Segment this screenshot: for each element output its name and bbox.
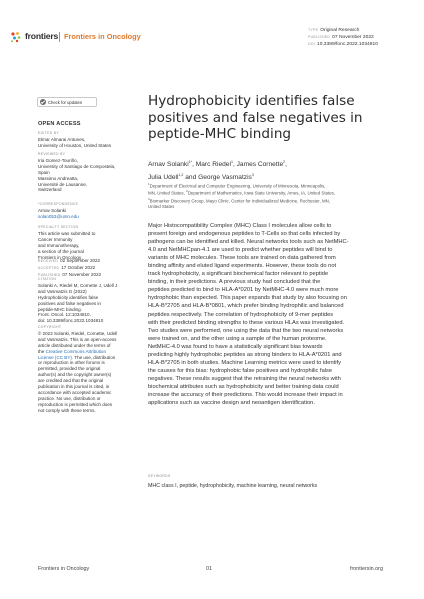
author: Marc Riedel <box>195 161 231 169</box>
check-for-updates-label: Check for updates <box>48 99 82 105</box>
author-list: Arnav Solanki$^{1*}$, Marc Riedel$^1$, James Cornette$^2$, Julia Udell$^{1,2}$ and George Vasmatzis$^3$ <box>148 160 288 182</box>
dates-block: RECEIVED 02 September 2022 ACCEPTED 17 October 2022 PUBLISHED 07 November 2022 <box>38 258 102 277</box>
header-divider <box>59 32 60 42</box>
frontiers-logo-icon <box>10 31 22 43</box>
open-access-label: OPEN ACCESS <box>38 121 81 127</box>
published-date: PUBLISHED 07 November 2022 <box>308 35 374 40</box>
article-type: TYPE Original Research <box>308 28 360 33</box>
brand-name: frontiers <box>25 31 59 41</box>
correspondence: *CORRESPONDENCE Arnav Solanki solan053@umn.edu <box>38 202 130 220</box>
edited-by: EDITED BY Elmar Almarai Antunes, University of Houston, United States <box>38 131 112 148</box>
check-for-updates-button[interactable] <box>37 97 97 107</box>
article-title: Hydrophobicity identifies false positives and false negatives in peptide-MHC binding <box>148 93 363 143</box>
copyright: COPYRIGHT © 2022 Solanki, Riedel, Cornette, Udell and Vasmatzis. This is an open-access article distributed under the terms of the Creative Commons Attribution License (CC BY). The use, distribution or reproduction in other forums is permitted, provided the original author(s) and the copyright owner(s) are credited and that the original publication in this journal is cited, in accordance with accepted academic practice. No use, distribution or reproduction is permitted which does not comply with these terms. <box>38 325 118 413</box>
affiliations: $^1$Department of Electrical and Computer Engineering, University of Minnesota, Minneapolis, MN, United States, $^2$Department of Mathematics, Iowa State University, Ames, IA, United States, $^3$Biomarker Discovery Group, Mayo Clinic, Center for Individualized Medicine, Rochester, MN, United States <box>148 182 336 210</box>
author: James Cornette <box>236 161 284 169</box>
check-icon <box>40 99 46 105</box>
abstract: Major Histocompatibility Complex (MHC) Class I molecules allow cells to present foreign and endogenous peptides to T-Cells so that cells infected by pathogens can be identified and killed. Neural networks tools such as NetMHC- 4.0 and NetMHCpan-4.1 are used to predict whether peptides will bind to variants of MHC molecules. These tools are trained on data gathered from binding affinity and eluted ligand experiments. However, these tools do not track hydrophobicity, a significant biochemical factor relevant to peptide binding, in their predictions. A previous study had concluded that the peptides predicted to bind to HLA-A*0201 by NetMHC-4.0 were much more hydrophobic than expected. This paper expands that study by also focusing on HLA-B*2705 and HLA-B*0801, which prefer binding hydrophilic and balanced peptides respectively. The correlation of hydrophobicity of 9-mer peptides with their predicted binding strengths to these various HLAs was investigated. Two studies were performed, one using the data that the two neural networks were trained on, and the other using a sample of the human proteome. NetMHC-4.0 was found to have a statistically significant bias towards predicting highly hydrophobic peptides as strong binders to HLA-A*0201 and HLA-B*2705 in both studies. Machine Learning metrics were used to identify the causes for this bias: hydrophobic false positives and hydrophilic false negatives. These results suggest that the retraining the neural networks with biochemical attributes such as hydrophobicity and better training data could increase the accuracy of their predictions. This would increase their impact in applications such as vaccine design and neoantigen identification. <box>148 223 349 407</box>
journal-name: Frontiers in Oncology <box>64 32 141 41</box>
author: Julia Udell <box>148 174 179 182</box>
author: Arnav Solanki <box>148 161 189 169</box>
author: George Vasmatzis <box>198 174 252 182</box>
page-number: 01 <box>206 566 212 572</box>
keywords: MHC class I, peptide, hydrophobicity, machine learning, neural networks <box>148 483 318 489</box>
cc-license-link[interactable]: Creative Commons Attribution <box>45 348 106 354</box>
footer-site-link[interactable]: frontiersin.org <box>350 566 383 572</box>
citation: CITATION Solanki A, Riedel M, Cornette J, Udell J and Vasmatzis G (2022) Hydrophobicity identifies false positives and false negatives in peptide-MHC binding. Front. Oncol. 12:1034810. doi: 10.3389/fonc.2022.1034810 <box>38 277 118 324</box>
footer-journal: Frontiers in Oncology <box>38 566 90 572</box>
doi-line: DOI 10.3389/fonc.2022.1034810 <box>308 42 378 47</box>
specialty-section: SPECIALTY SECTION This article was submitted to Cancer Immunity and Immunotherapy, a section of the journal Frontiers in Oncology <box>38 225 96 260</box>
keywords-label: KEYWORDS <box>148 474 171 478</box>
reviewed-by: REVIEWED BY Iria Gomez-Touriño, University of Santiago de Compostela, Spain Massimo Andreatta, Université de Lausanne, Switzerland <box>38 152 116 193</box>
correspondence-email-link[interactable]: solan053@umn.edu <box>38 213 79 219</box>
cc-license-link-cont[interactable]: License (CC BY). <box>38 354 74 360</box>
